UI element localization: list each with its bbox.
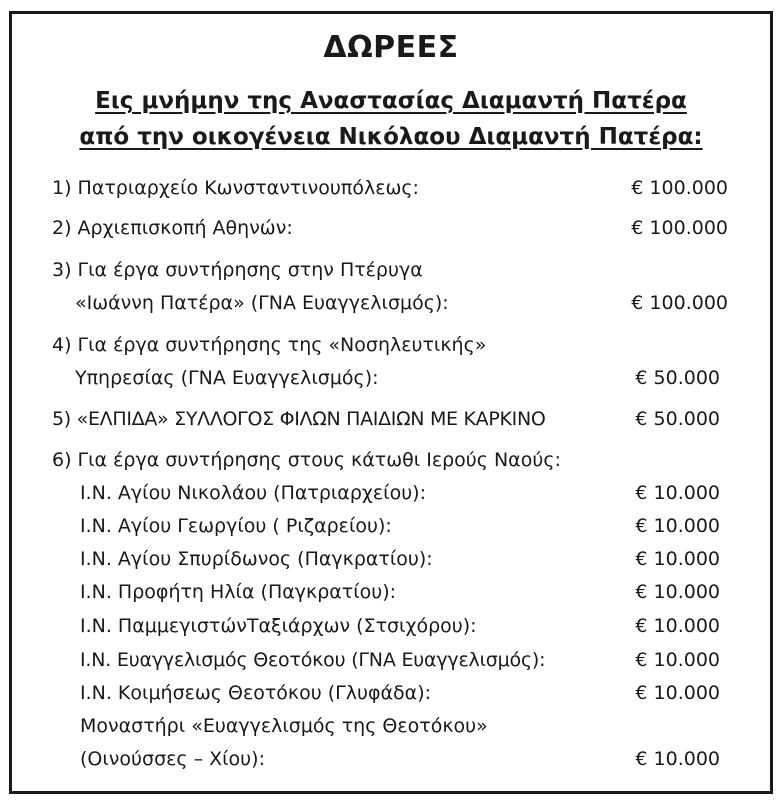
item-5-amount: € 50.000 [635,408,720,430]
subitem-4-amount: € 10.000 [635,581,720,603]
item-1-amount: € 100.000 [631,177,728,199]
subitem-6-text: Ι.Ν. Ευαγγελισμός Θεοτόκου (ΓΝΑ Ευαγγελισμός): [80,649,546,671]
subitem-8-text-line-2: (Οινούσσες – Χίου): [80,748,265,770]
subitem-1-amount: € 10.000 [635,482,720,504]
item-3-text-line-2: «Ιωάννη Πατέρα» (ΓΝΑ Ευαγγελισμός): [75,292,449,314]
item-4-text-line-2: Υπηρεσίας (ΓΝΑ Ευαγγελισμός): [75,367,379,389]
item-2-amount: € 100.000 [631,217,728,239]
item-1-text: 1) Πατριαρχείο Κωνσταντινουπόλεως: [52,177,419,199]
subtitle-line-2: από την οικογένεια Νικόλαου Διαμαντή Πατέρα: [79,124,703,150]
document-title: ΔΩΡΕΕΣ [323,30,459,65]
subtitle-line-1: Εις μνήμην της Αναστασίας Διαμαντή Πατέρα [95,88,687,114]
subitem-7-text: Ι.Ν. Κοιμήσεως Θεοτόκου (Γλυφάδα): [80,682,432,704]
subitem-7-amount: € 10.000 [635,682,720,704]
item-6-text: 6) Για έργα συντήρησης στους κάτωθι Ιερούς Ναούς: [52,449,561,471]
subitem-8-text-line-1: Μοναστήρι «Ευαγγελισμός της Θεοτόκου» [80,715,488,737]
item-4-amount: € 50.000 [635,367,720,389]
subitem-4-text: Ι.Ν. Προφήτη Ηλία (Παγκρατίου): [80,581,397,603]
subitem-2-text: Ι.Ν. Αγίου Γεωργίου ( Ριζαρείου): [80,515,392,537]
subitem-6-amount: € 10.000 [635,649,720,671]
subitem-1-text: Ι.Ν. Αγίου Νικολάου (Πατριαρχείου): [80,482,426,504]
subitem-3-amount: € 10.000 [635,548,720,570]
subitem-2-amount: € 10.000 [635,515,720,537]
subitem-5-amount: € 10.000 [635,615,720,637]
item-3-amount: € 100.000 [631,292,728,314]
subitem-3-text: Ι.Ν. Αγίου Σπυρίδωνος (Παγκρατίου): [80,548,433,570]
item-4-text-line-1: 4) Για έργα συντήρησης της «Νοσηλευτικής» [52,334,487,356]
item-2-text: 2) Αρχιεπισκοπή Αθηνών: [52,217,293,239]
item-5-text: 5) «ΕΛΠΙΔΑ» ΣΥΛΛΟΓΟΣ ΦΙΛΩΝ ΠΑΙΔΙΩΝ ΜΕ ΚΑΡΚΙΝΟ [52,408,546,430]
subitem-8-amount: € 10.000 [635,748,720,770]
item-3-text-line-1: 3) Για έργα συντήρησης στην Πτέρυγα [52,259,423,281]
subitem-5-text: Ι.Ν. ΠαμμεγιστώνΤαξιάρχων (Στσιχόρου): [80,615,477,637]
